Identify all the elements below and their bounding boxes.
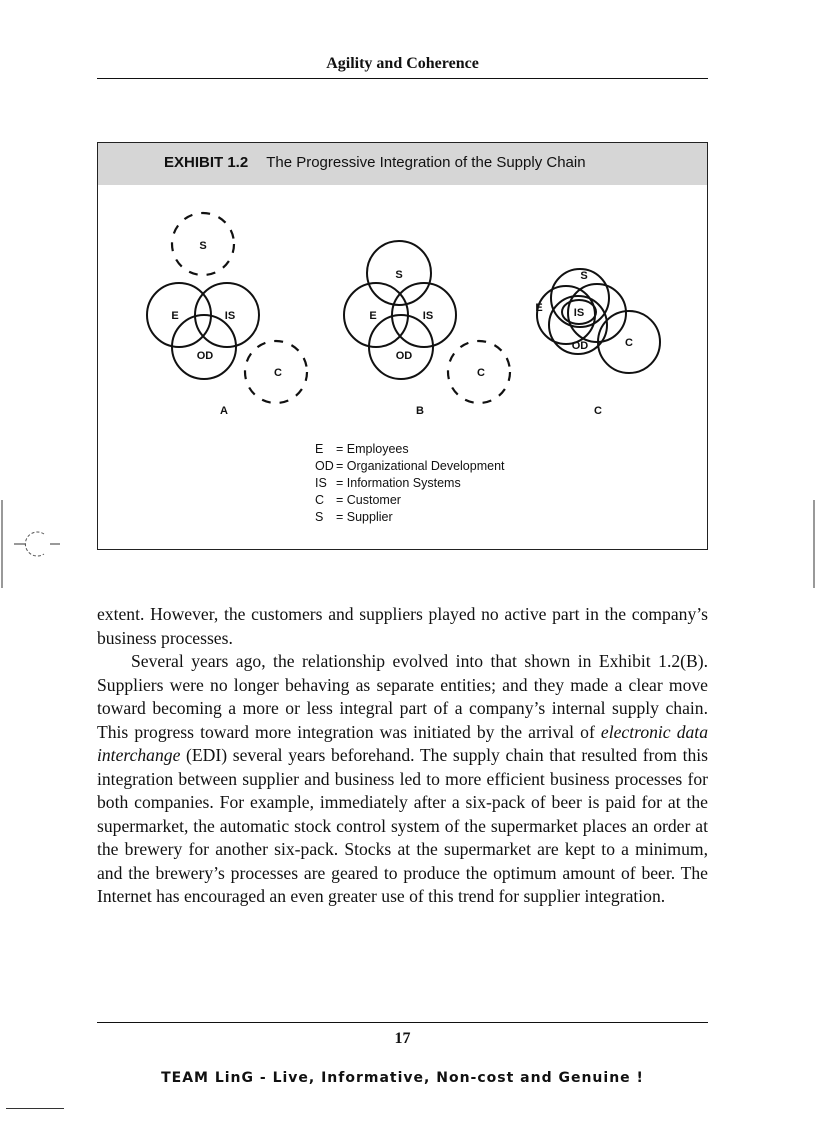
legend-abbr: E <box>315 442 324 456</box>
panel-b-c-label: C <box>477 367 485 379</box>
body-text <box>97 603 708 909</box>
panel-a <box>147 213 307 417</box>
legend-meaning: = Employees <box>336 442 409 456</box>
panel-b-od-label: OD <box>395 350 413 362</box>
legend-meaning: = Supplier <box>336 510 393 524</box>
running-header: Agility and Coherence <box>326 55 479 72</box>
panel-a-s-label: S <box>199 240 207 252</box>
legend-meaning: = Customer <box>336 493 401 507</box>
paragraph-text: Several years ago, the relationship evolved into that shown in Exhibit 1.2(B). Suppliers were no longer behaving as separate entities; and they made a clear move toward becoming a more or less integral part of a company’s internal supply chain. This progress toward more integration was initiated by the arrival of <box>97 651 708 742</box>
italic-term: electronic data interchange <box>97 721 708 765</box>
legend-abbr: IS <box>315 476 327 490</box>
panel-a-od-label: OD <box>196 350 214 362</box>
panel-b-is-label: IS <box>422 310 434 322</box>
legend-abbr: OD <box>315 459 334 473</box>
legend-meaning: = Organizational Development <box>336 459 505 473</box>
exhibit-figure <box>97 142 708 550</box>
footer-rule <box>97 1022 708 1023</box>
panel-c-employees-circle <box>537 286 595 344</box>
legend-item <box>315 475 505 492</box>
legend-abbr: S <box>315 510 324 524</box>
panel-c-caption: C <box>594 405 602 417</box>
legend-item <box>315 441 505 458</box>
panel-c-e-label: E <box>535 302 543 314</box>
paragraph <box>97 650 708 909</box>
panel-a-is-label: IS <box>224 310 236 322</box>
paragraph-text: (EDI) several years beforehand. The supply chain that resulted from this integration between supplier and business led to more efficient business processes for both companies. For example, immediately after a six-pack of beer is paid for at the supermarket, the automatic stock control system of the supermarket places an order at the brewery for another six-pack. Stocks at the supermarket are kept to a minimum, and the brewery’s processes are geared to produce the optimum amount of beer. The Internet has encouraged an even greater use of this trend for supplier integration. <box>97 745 708 906</box>
crop-mark-icon <box>0 500 70 590</box>
panel-b-e-label: E <box>369 310 377 322</box>
legend-item <box>315 492 505 509</box>
panel-b-caption: B <box>416 405 424 417</box>
panel-a-caption: A <box>220 405 228 417</box>
legend-item <box>315 458 505 475</box>
legend-item <box>315 509 505 526</box>
exhibit-caption: The Progressive Integration of the Supply Chain <box>266 154 586 171</box>
exhibit-number: EXHIBIT 1.2 <box>164 154 249 171</box>
header-rule <box>97 78 708 79</box>
paragraph: extent. However, the customers and suppliers played no active part in the company’s business processes. <box>97 604 708 648</box>
panel-c-s-label: S <box>580 270 588 282</box>
panel-b <box>344 241 510 417</box>
panel-b-s-label: S <box>395 269 403 281</box>
panel-c <box>535 269 660 417</box>
legend <box>315 441 505 526</box>
legend-meaning: = Information Systems <box>336 476 461 490</box>
panel-c-is-label: IS <box>573 307 585 319</box>
panel-a-c-label: C <box>274 367 282 379</box>
footer-watermark: TEAM LinG - Live, Informative, Non-cost and Genuine ! <box>161 1070 644 1086</box>
legend-abbr: C <box>315 493 325 507</box>
corner-crop-line <box>6 1108 64 1109</box>
panel-a-e-label: E <box>171 310 179 322</box>
crop-mark-right-icon <box>812 500 816 590</box>
page-number: 17 <box>394 1030 411 1047</box>
panel-c-od-label: OD <box>571 340 589 352</box>
panel-c-c-label: C <box>625 337 633 349</box>
